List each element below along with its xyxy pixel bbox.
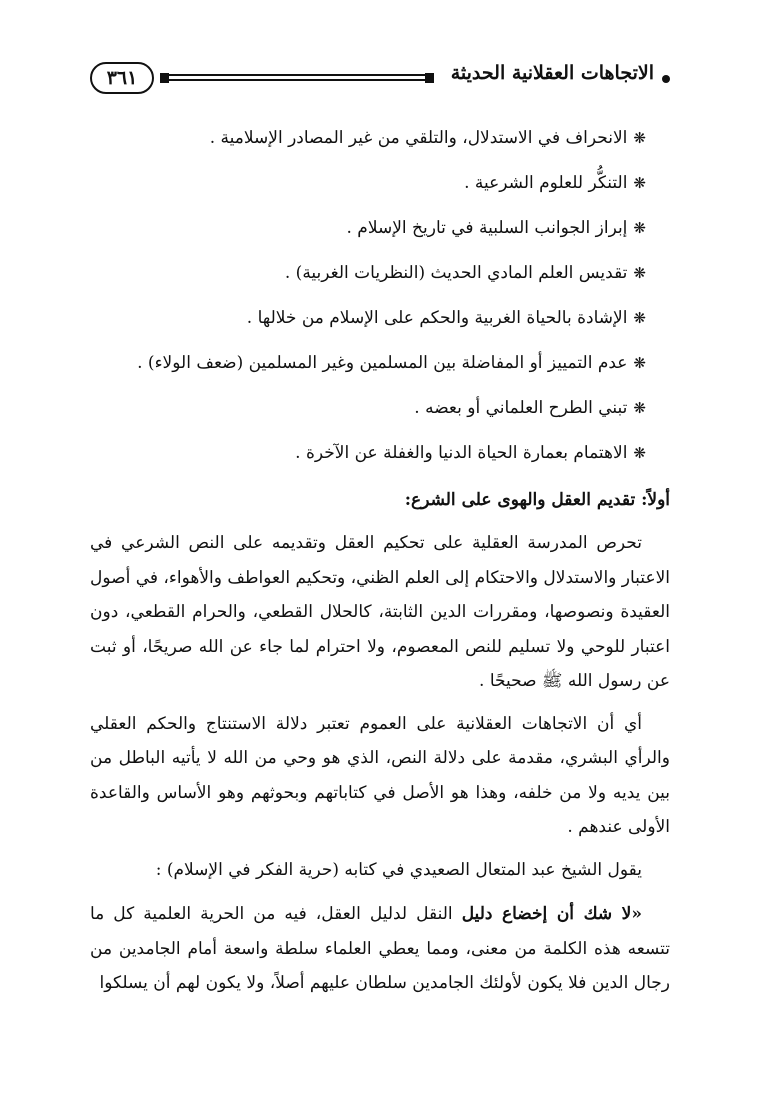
quote-text: النقل لدليل العقل، فيه من الحرية العلمية كل ما تتسعه هذه الكلمة من معنى، ومما يعطي العلماء سلطة واسعة أمام الجامدين من رجال الدين فلا يكون لأولئك الجامدين سلطان عليهم أصلاً، ولا يكون لهم أن يسلكوا [90,904,670,993]
list-item: ❋تقديس العلم المادي الحديث (النظريات الغربية) . [284,263,646,283]
paragraph-3: يقول الشيخ عبد المتعال الصعيدي في كتابه (حرية الفكر في الإسلام) : [155,859,642,880]
star-bullet-icon: ❋ [633,219,646,237]
quote-paragraph [90,897,670,1001]
page-number: ٣٦١ [90,62,154,94]
section-heading: أولاً: تقديم العقل والهوى على الشرع: [404,490,670,510]
paragraph-2: أي أن الاتجاهات العقلانية على العموم تعتبر دلالة الاستنتاج والحكم العقلي والرأي البشري، مقدمة على دلالة النص، الذي هو وحي من الله لا يأتيه الباطل من بين يديه ولا من خلفه، وهذا هو الأصل في كتاباتهم وبحوثهم وهو الأساس والقاعدة الأولى عندهم . [90,713,670,837]
list-item: ❋إبراز الجوانب السلبية في تاريخ الإسلام . [346,218,646,238]
list-item: ❋الانحراف في الاستدلال، والتلقي من غير المصادر الإسلامية . [209,128,646,148]
star-bullet-icon: ❋ [633,309,646,327]
list-item: ❋تبني الطرح العلماني أو بعضه . [414,398,646,418]
running-title: الاتجاهات العقلانية الحديثة [450,62,654,84]
list-item: ❋الاهتمام بعمارة الحياة الدنيا والغفلة عن الآخرة . [295,443,646,463]
star-bullet-icon: ❋ [633,174,646,192]
quote-lead: «لا شك أن إخضاع دليل [461,904,643,924]
star-bullet-icon: ❋ [633,264,646,282]
header-bullet-icon [662,75,670,83]
bullet-list [90,116,670,476]
list-item: ❋عدم التمييز أو المفاضلة بين المسلمين وغير المسلمين (ضعف الولاء) . [137,353,646,373]
page-body [90,116,670,1009]
paragraph-1: تحرص المدرسة العقلية على تحكيم العقل وتقديمه على النص الشرعي في الاعتبار والاستدلال والاحتكام إلى العلم الظني، وتحكيم العواطف والأهواء، في أصول العقيدة ونصوصها، ومقررات الدين الثابتة، كالحلال القطعي، والحرام القطعي، دون اعتبار للوحي ولا تسليم للنص المعصوم، ولا احترام لما جاء عن الله صريحًا، أو ثبت عن رسول الله ﷺ صحيحًا . [90,533,670,691]
header-rule [162,73,432,83]
star-bullet-icon: ❋ [633,444,646,462]
star-bullet-icon: ❋ [633,399,646,417]
page-header [90,62,670,102]
rule-square-left-icon [160,73,169,83]
star-bullet-icon: ❋ [633,129,646,147]
list-item: ❋الإشادة بالحياة الغربية والحكم على الإسلام من خلالها . [246,308,646,328]
star-bullet-icon: ❋ [633,354,646,372]
rule-square-right-icon [425,73,434,83]
list-item: ❋التنكُّر للعلوم الشرعية . [464,173,646,193]
